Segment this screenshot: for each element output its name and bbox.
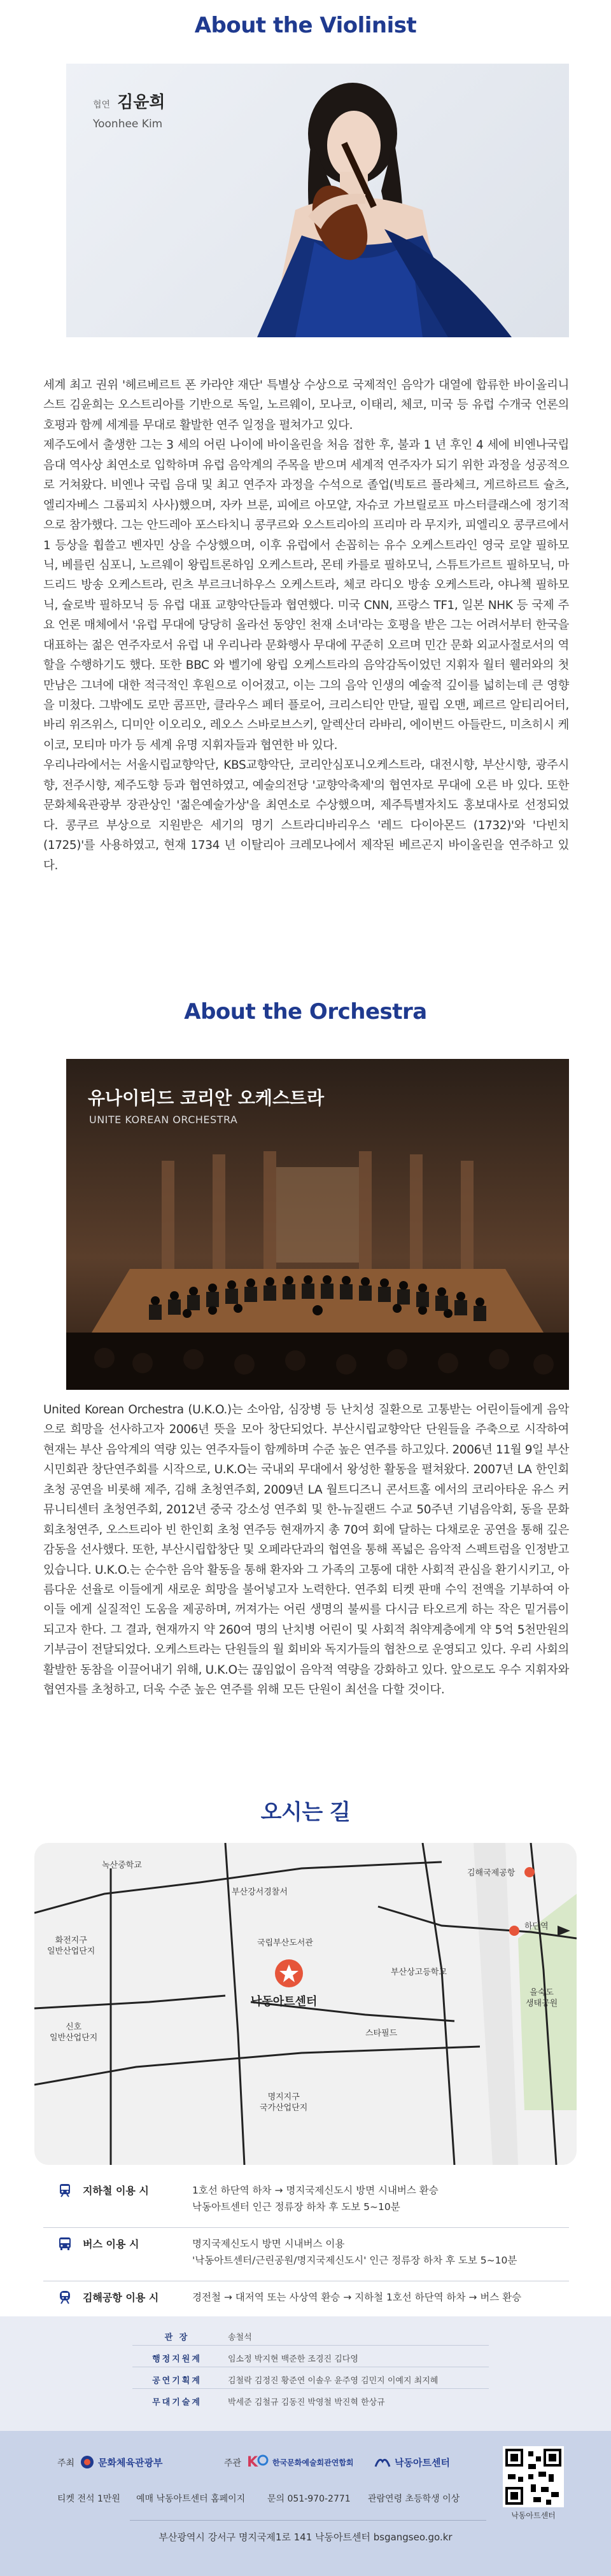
credit-value: 임소정 박지현 백준한 조경진 김다영: [228, 2355, 358, 2364]
map-label-police: 부산강서경찰서: [232, 1887, 288, 1897]
credit-value: 송철석: [228, 2333, 252, 2342]
orchestra-name-en: UNITE KOREAN ORCHESTRA: [89, 1114, 238, 1126]
direction-bus-label: 버스 이용 시: [83, 2238, 139, 2250]
direction-airport-label: 김해공항 이용 시: [83, 2292, 159, 2304]
direction-line: 경전철 → 대저역 또는 사상역 환승 → 지하철 1호선 하단역 하차 → 버스 환승: [192, 2292, 522, 2303]
violinist-section-title: About the Violinist: [194, 13, 417, 38]
violinist-bio-paragraph: 우리나라에서는 서울시립교향악단, KBS교향악단, 코리안심포니오케스트라, 대전시향, 부산시향, 광주시향, 전주시향, 제주도향 등과 협연하였고, 예술의전당 '교향악축제'의 협연자로 무대에 오른 바 있다. 또한 문화체육관광부 장관상인 '젊은예술가상'을 최연소로 수상했으며, 제주특별자치도 홍보대사로 선정되었다. 콩쿠르 부상으로 지원받은 세기의 명기 스트라디바리우스 '레드 다이아몬드 (1732)'와 '다빈치(1725)'를 사용하였고, 현재 1734 년 이탈리아 크레모나에서 제작된 베르곤지 바이올린을 연주하고 있다.: [43, 759, 569, 872]
map-label-airport: 김해국제공항: [467, 1868, 516, 1878]
host-name: 문화체육관광부: [98, 2457, 163, 2468]
sponsor-logo-icon: [247, 2453, 269, 2470]
direction-bus: [43, 2236, 569, 2274]
footer: [0, 2431, 611, 2576]
location-map: [34, 1843, 577, 2165]
reservation-info: 예매 낙동아트센터 홈페이지: [136, 2494, 246, 2504]
divider: [43, 2227, 569, 2228]
direction-line: 명지국제신도시 방면 시내버스 이용: [192, 2238, 345, 2250]
sponsor-name: 한국문화예술회관연합회: [272, 2458, 354, 2467]
venue-logo-icon: [374, 2455, 391, 2469]
map-label-sinho: 신호 일반산업단지: [50, 2022, 98, 2043]
direction-airport: [43, 2290, 569, 2311]
direction-line: '낙동아트센터/근린공원/명지국제신도시' 인근 정류장 하차 후 도보 5~10분: [192, 2254, 517, 2266]
inquiry-info: 문의 051-970-2771: [267, 2494, 351, 2504]
host-label: 주최: [57, 2458, 75, 2468]
age-info: 관람연령 초등학생 이상: [368, 2494, 460, 2504]
credit-row: [132, 2348, 514, 2367]
credit-value: 박세준 김철규 김동진 박영철 박진혁 한상규: [228, 2398, 385, 2407]
orchestra-name-ko: 유나이티드 코리안 오케스트라: [88, 1088, 325, 1109]
orchestra-bio: [43, 1400, 569, 1700]
map-label-highschool: 부산상고등학교: [391, 1968, 447, 1977]
direction-subway-desc: [192, 2183, 439, 2215]
credit-row: [132, 2370, 514, 2389]
credit-key: 공연기획계: [152, 2376, 202, 2386]
direction-line: 낙동아트센터 인근 정류장 하차 후 도보 5~10분: [192, 2201, 400, 2213]
credit-row: [132, 2327, 514, 2346]
violinist-role: 협연: [93, 100, 111, 110]
violinist-photo: [66, 64, 569, 337]
orchestra-photo: [66, 1059, 569, 1390]
train-icon: [57, 2290, 73, 2305]
credit-key: 무대기술계: [152, 2398, 202, 2407]
staff-credits: [0, 2316, 611, 2431]
venue-address: 부산광역시 강서구 명지국제1로 141 낙동아트센터 bsgangseo.go.kr: [158, 2531, 453, 2543]
map-label-hwajeon: 화전지구 일반산업단지: [47, 1936, 95, 1956]
violinist-bio: [43, 375, 569, 876]
credit-key: 행정지원계: [152, 2355, 202, 2364]
map-label-myeongji: 명지지구 국가산업단지: [260, 2092, 308, 2113]
map-section-title: 오시는 길: [260, 1800, 351, 1825]
map-label-venue: 낙동아트센터: [251, 1995, 318, 2008]
violinist-figure: [66, 64, 569, 337]
qr-caption: 낙동아트센터: [511, 2511, 556, 2520]
map-label-library: 국립부산도서관: [257, 1938, 313, 1948]
violinist-bio-paragraph: 세계 최고 권위 '헤르베르트 폰 카라얀 재단' 특별상 수상으로 국제적인 음악가 대열에 합류한 바이올리니스트 김윤희는 오스트리아를 기반으로 독일, 노르웨이, 모나코, 이태리, 체코, 미국 등 유럽 수개국 언론의 호평과 함께 세계를 무대로 활발한 연주 일정을 펼쳐가고 있다.: [43, 379, 569, 432]
direction-bus-desc: [192, 2236, 517, 2269]
direction-line: 1호선 하단역 하차 → 명지국제신도시 방면 시내버스 환승: [192, 2185, 439, 2196]
ticket-info: 티켓 전석 1만원: [57, 2494, 120, 2504]
direction-subway: [43, 2183, 569, 2221]
bus-icon: [57, 2236, 73, 2251]
orchestra-section-title: About the Orchestra: [184, 999, 427, 1025]
venue-name: 낙동아트센터: [395, 2457, 450, 2468]
violinist-bio-paragraph: 제주도에서 출생한 그는 3 세의 어린 나이에 바이올린을 처음 접한 후, 불과 1 년 후인 4 세에 비엔나국립음대 역사상 최연소로 입학하며 유럽 음악계의 주목을 받으며 세계적 연주자가 되기 위한 과정을 성공적으로 거쳐왔다. 비엔나 국립 음대 및 최고 연주자 과정을 수석으로 졸업(빅토르 플라체크, 게르하르트 슐츠, 엘리자베스 그룸피치 사사)했으며, 자카 브룬, 피에르 아모얄, 자슈코 가브릴로프 마스터클래스에 정기적으로 참가했다. 그는 안드레아 포스타치니 콩쿠르와 오스트리아의 프리마 라 무지카, 피엘리오 콩쿠르에서 1 등상을 휩쓸고 벤자민 상을 수상했으며, 이후 유럽에서 손꼽히는 유수 오케스트라인 영국 로얄 필하모닉, 베를린 심포니, 노르웨이 왕립트론하임 오케스트라, 몬테 카를로 필하모닉, 스튜트가르트 필하모닉, 마드리드 방송 오케스트라, 린츠 부르크너하우스 오케스트라, 체코 라디오 방송 오케스트라, 야나첵 필하모닉, 슐로박 필하모닉 등 유럽 대표 교향악단들과 협연했다. 미국 CNN, 프랑스 TF1, 일본 NHK 등 국제 주요 언론 매체에서 '유럽 무대에 당당히 올라선 동양인 천재 소녀'라는 호평을 받은 그는 어려서부터 한국을 대표하는 젊은 연주자로서 유럽 내 우리나라 문화행사 무대에 꾸준히 오르며 민간 문화 외교사절로서의 역할을 수행하기도 했다. 또한 BBC 와 벨기에 왕립 오케스트라의 음악감독이었던 지휘자 월터 웰러와의 첫 만남은 그녀에 대한 적극적인 후원으로 이어졌고, 이는 그의 음악 인생의 예술적 깊이를 넓히는데 큰 영향을 미쳤다. 그밖에도 로만 콤프만, 클라우스 페터 플로어, 크리스티안 만달, 필립 오맨, 페르르 알티리어터, 바리 위즈위스, 디미안 이오리오, 레오스 스바로브스키, 알렉산더 라바리, 에이번드 아들란드, 미츠히시 케이코, 모티마 마가 등 세계 유명 지휘자들과 협연한 바 있다.: [43, 438, 569, 752]
orchestra-bio-paragraph: United Korean Orchestra (U.K.O.)는 소아암, 심장병 등 난치성 질환으로 고통받는 어린이들에게 음악으로 희망을 선사하고자 2006년 뜻을 모아 창단되었다. 부산시립교향악단 단원들을 주축으로 시작하여 현재는 부산 음악계의 역량 있는 연주자들이 함께하며 수준 높은 연주를 하고있다. 2006년 11월 9일 부산시민회관 창단연주회를 시작으로, U.K.O는 국내외 무대에서 왕성한 활동을 펼쳐왔다. 2007년 LA 한인회 초청 공연을 비롯해 제주, 김해 초청연주회, 2009년 LA 월트디즈니 콘서트홀 에서의 코리아타운 유스 커뮤니티센터 초청연주회, 2012년 중국 강소성 연주회 및 한-뉴질랜드 수교 50주년 기념음악회, 동을 문화회초청연주, 오스트리아 빈 한인회 초청 연주등 현재까지 총 70여 회에 달하는 다채로운 공연을 통해 깊은 감동을 선사했다. 또한, 부산시립합창단 및 오페라단과의 협연을 통해 폭넓은 음악적 스펙트럼을 인정받고 있습니다. U.K.O.는 순수한 음악 활동을 통해 환자와 그 가족의 고통에 대한 사회적 관심을 환기시키고, 아름다운 선율로 이들에게 새로운 희망을 불어넣고자 노력한다. 연주회 티켓 판매 수익 전액을 기부하여 아이들 에게 실질적인 도움을 제공하며, 꺼져가는 어린 생명의 불씨를 다시금 타오르게 하는 작은 밑거름이 되고자 한다. 그 결과, 현재까지 약 260여 명의 난치병 어린이 및 사회적 취약계층에게 약 5억 5천만원의 기부금이 전달되었다. 오케스트라는 단원들의 월 회비와 독지가들의 협찬으로 운영되고 있다. 우리 사회의 활발한 동참을 이끌어내기 위해, U.K.O는 끊임없이 음악적 역량을 강화하고 있다. 앞으로도 우수 지휘자와 협연자를 초청하고, 더욱 수준 높은 연주를 위해 모든 단원이 최선을 다할 것이다.: [43, 1403, 569, 1697]
map-label-nokdan: 녹산중학교: [102, 1861, 142, 1870]
map-label-stadium: 스타필드: [365, 2029, 398, 2038]
direction-airport-desc: [192, 2290, 521, 2306]
direction-subway-label: 지하철 이용 시: [83, 2185, 149, 2197]
qr-code-icon[interactable]: [503, 2446, 564, 2507]
violinist-name-ko: 김윤희: [117, 93, 165, 112]
svg-text:K: K: [247, 2454, 258, 2470]
map-label-hadan: 하단역: [524, 1922, 549, 1931]
credit-key: 관 장: [164, 2333, 190, 2342]
violinist-name-en: Yoonhee Kim: [93, 118, 163, 130]
map-label-eulsukdo: 을숙도 생태공원: [526, 1988, 558, 2008]
subway-icon: [57, 2183, 73, 2198]
credit-value: 김철락 김정진 황준연 이솔우 윤주영 김민지 이예지 최지혜: [228, 2376, 439, 2386]
credit-row: [132, 2391, 514, 2411]
sponsor-label: 주관: [224, 2458, 242, 2468]
host-logo-icon: [80, 2455, 94, 2469]
